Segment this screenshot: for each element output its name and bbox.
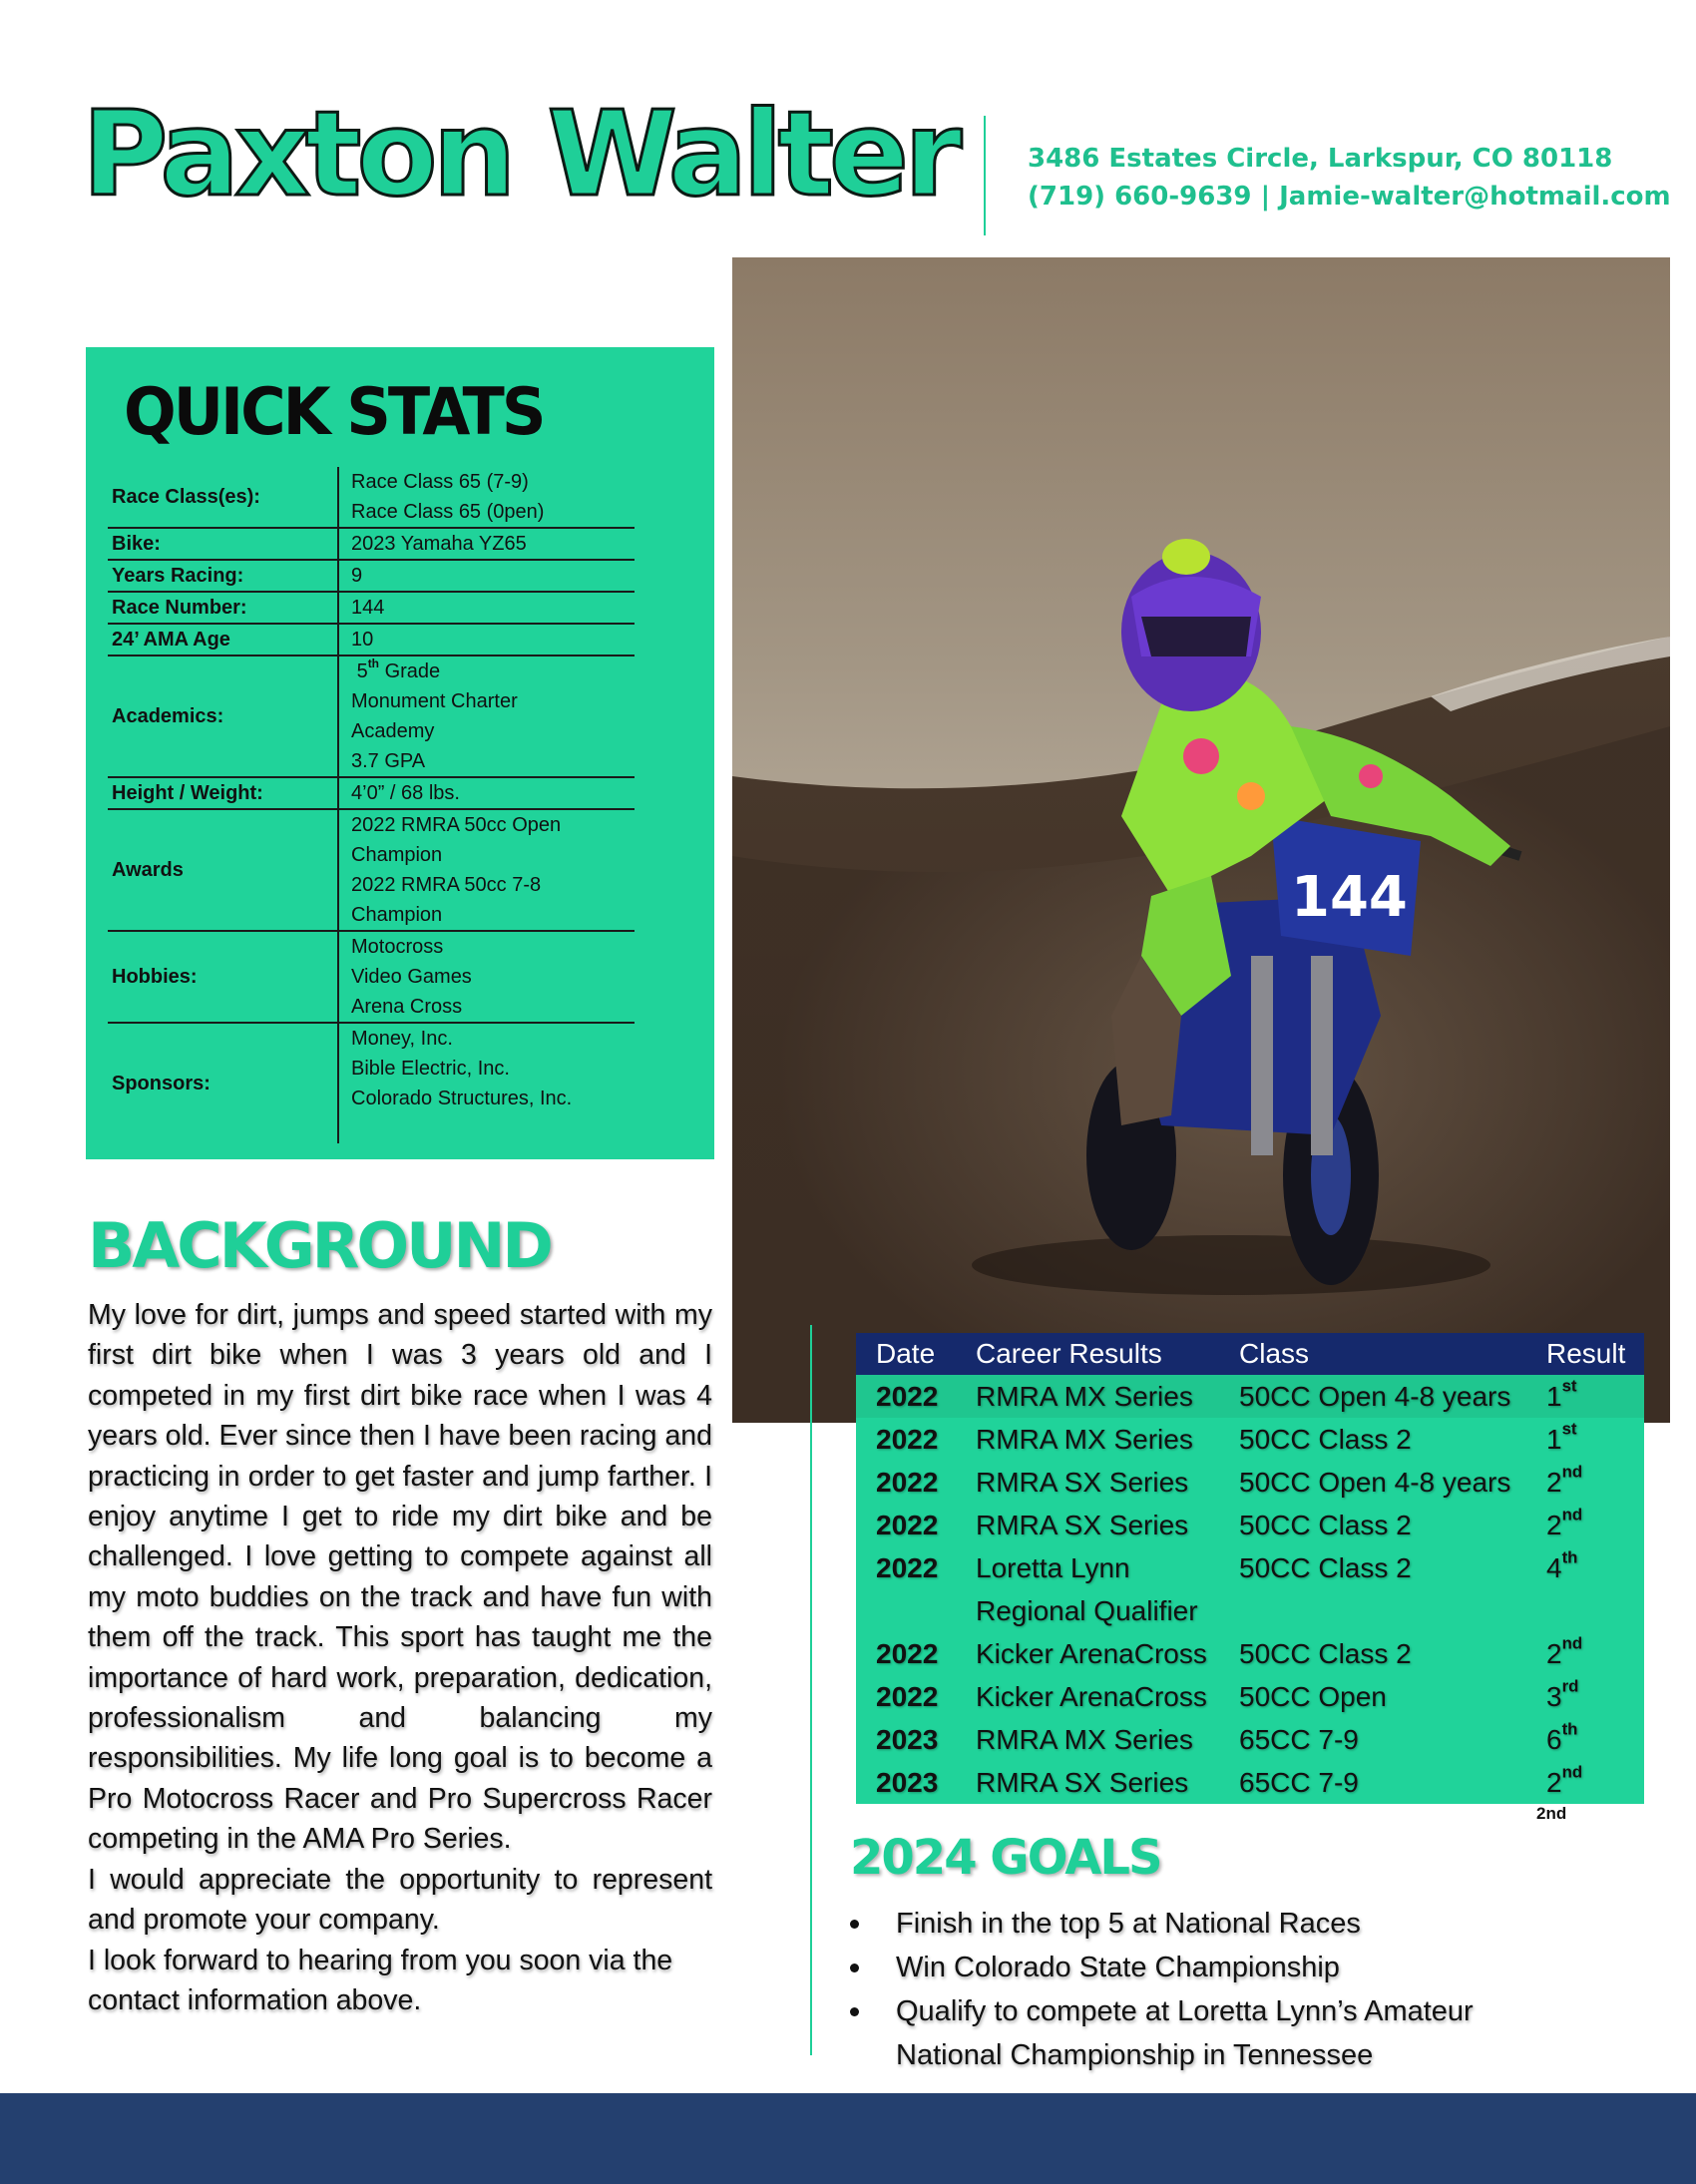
- stats-value-line: Champion: [351, 844, 443, 866]
- result-year: 2022: [876, 1552, 939, 1583]
- place-suffix: nd: [1561, 1462, 1583, 1482]
- background-text: [88, 1295, 712, 2020]
- background-paragraph: I would appreciate the opportunity to represent and promote your company.: [88, 1863, 712, 1937]
- stats-value: 10: [338, 624, 635, 655]
- stats-value: 4’0” / 68 lbs.: [338, 777, 635, 809]
- rider-photo: [732, 257, 1670, 1423]
- result-year: 2022: [876, 1467, 939, 1498]
- stats-row-ama-age: [108, 624, 635, 655]
- career-results-table: [856, 1333, 1644, 1804]
- quick-stats-table: [108, 467, 635, 1143]
- stats-value-line: Arena Cross: [351, 996, 463, 1018]
- place-number: 2: [1546, 1638, 1562, 1669]
- stats-label: Sponsors:: [112, 1072, 211, 1094]
- stats-value-line: Monument Charter: [351, 690, 518, 712]
- result-series: RMRA MX Series: [976, 1724, 1193, 1755]
- stats-value-line: Money, Inc.: [351, 1028, 453, 1050]
- stats-label: 24’ AMA Age: [112, 628, 230, 651]
- result-series: RMRA MX Series: [976, 1424, 1193, 1455]
- result-year: 2022: [876, 1381, 939, 1412]
- table-row: [856, 1375, 1644, 1418]
- place-number: 1: [1546, 1424, 1562, 1455]
- stats-row-race-number: [108, 592, 635, 624]
- quick-stats-title: QUICK STATS: [124, 373, 544, 450]
- stats-value-line-blank: [351, 1113, 635, 1143]
- place-suffix: nd: [1561, 1505, 1583, 1525]
- place-number: 6: [1546, 1724, 1562, 1755]
- contact-address: 3486 Estates Circle, Larkspur, CO 80118: [1028, 144, 1613, 174]
- place-suffix: nd: [1561, 1633, 1583, 1653]
- stats-label: Years Racing:: [112, 564, 244, 587]
- stats-row-years-racing: [108, 560, 635, 592]
- stats-value-line: 3.7 GPA: [351, 750, 426, 772]
- place-suffix: st: [1561, 1376, 1577, 1396]
- stats-row-race-class: [108, 467, 635, 528]
- place-suffix: rd: [1561, 1676, 1579, 1696]
- result-series: [956, 1546, 1219, 1632]
- result-class: 50CC Class 2: [1239, 1510, 1412, 1540]
- list-item: [850, 1902, 1648, 1946]
- results-footnote: 2nd: [1536, 1804, 1567, 1823]
- stats-value-line: Colorado Structures, Inc.: [351, 1088, 573, 1109]
- table-row: [856, 1718, 1644, 1761]
- results-header-class: Class: [1239, 1338, 1310, 1369]
- result-class: 65CC 7-9: [1239, 1767, 1359, 1798]
- table-row: [856, 1418, 1644, 1461]
- table-row: [856, 1675, 1644, 1718]
- stats-value-line: Race Class 65 (7-9): [351, 471, 529, 493]
- stats-row-height-weight: [108, 777, 635, 809]
- results-header-result: Result: [1546, 1338, 1626, 1369]
- stats-label: Academics:: [112, 704, 224, 727]
- header-divider: [984, 116, 986, 235]
- result-class: 50CC Open 4-8 years: [1239, 1467, 1511, 1498]
- place-suffix: nd: [1561, 1762, 1583, 1782]
- bike-number-plate: 144: [1291, 865, 1408, 930]
- stats-value: [338, 809, 635, 931]
- stats-value-line: Race Class 65 (0pen): [351, 501, 545, 523]
- stats-label: Race Number:: [112, 596, 247, 619]
- table-row: [856, 1504, 1644, 1546]
- column-divider: [810, 1325, 812, 2055]
- result-series: RMRA SX Series: [976, 1467, 1189, 1498]
- grade-number: 5: [356, 660, 368, 682]
- result-class: 50CC Class 2: [1239, 1424, 1412, 1455]
- goal-text: Finish in the top 5 at National Races: [896, 1908, 1361, 1940]
- result-year: 2022: [876, 1638, 939, 1669]
- result-place: [1526, 1375, 1644, 1418]
- footer-bar: [0, 2093, 1696, 2184]
- result-place: [1526, 1632, 1644, 1675]
- result-series-line: Regional Qualifier: [976, 1595, 1198, 1626]
- stats-value-line: Academy: [351, 720, 435, 742]
- result-series: RMRA SX Series: [976, 1767, 1189, 1798]
- result-series: Kicker ArenaCross: [976, 1638, 1207, 1669]
- stats-value-line: Motocross: [351, 936, 444, 958]
- result-place: [1526, 1761, 1644, 1804]
- list-item: [850, 1946, 1648, 1989]
- contact-info: [1028, 140, 1671, 216]
- result-series: RMRA MX Series: [976, 1381, 1193, 1412]
- goal-text: National Championship in Tennessee: [896, 2039, 1374, 2071]
- result-year: 2022: [876, 1510, 939, 1540]
- stats-value: 9: [338, 560, 635, 592]
- place-number: 1: [1546, 1381, 1562, 1412]
- result-place: [1526, 1418, 1644, 1461]
- place-suffix: st: [1561, 1419, 1577, 1439]
- result-year: 2022: [876, 1681, 939, 1712]
- stats-value-line: [351, 656, 635, 686]
- stats-label: Hobbies:: [112, 965, 198, 988]
- quick-stats-panel: [86, 347, 714, 1159]
- result-series-line: Loretta Lynn: [976, 1552, 1130, 1583]
- stats-value-line: Bible Electric, Inc.: [351, 1058, 510, 1080]
- result-year: 2023: [876, 1724, 939, 1755]
- contact-phone-email: (719) 660-9639 | Jamie-walter@hotmail.com: [1028, 182, 1671, 212]
- stats-row-sponsors: [108, 1023, 635, 1143]
- result-place: [1526, 1504, 1644, 1546]
- result-series: Kicker ArenaCross: [976, 1681, 1207, 1712]
- grade-text: Grade: [379, 660, 441, 682]
- result-class: 50CC Class 2: [1239, 1638, 1412, 1669]
- place-number: 2: [1546, 1767, 1562, 1798]
- table-row: [856, 1632, 1644, 1675]
- stats-value: [338, 655, 635, 777]
- background-paragraph: My love for dirt, jumps and speed started with my first dirt bike when I was 3 years old and I competed in my first dirt bike race when I was 4 years old. Ever since then I have been racing and practicing in order to get faster and jump farther. I enjoy anytime I get to ride my dirt bike and be challenged. I love getting to compete against all my moto buddies on the track and have fun with them off the track. This sport has taught me the importance of hard work, preparation, dedication, professionalism and balancing my responsibilities. My life long goal is to become a Pro Motocross Racer and Pro Supercross Racer competing in the AMA Pro Series.: [88, 1299, 712, 1856]
- results-header-date: Date: [876, 1338, 936, 1369]
- place-number: 4: [1546, 1552, 1562, 1583]
- place-number: 3: [1546, 1681, 1562, 1712]
- result-place: [1526, 1675, 1644, 1718]
- goals-list: [850, 1902, 1648, 2077]
- result-place: [1526, 1718, 1644, 1761]
- stats-value: 144: [338, 592, 635, 624]
- stats-value: 2023 Yamaha YZ65: [338, 528, 635, 560]
- stats-row-hobbies: [108, 931, 635, 1023]
- background-paragraph: I look forward to hearing from you soon via the contact information above.: [88, 1944, 673, 2016]
- place-number: 2: [1546, 1467, 1562, 1498]
- result-place: [1526, 1546, 1644, 1632]
- result-class: 50CC Open: [1239, 1681, 1387, 1712]
- result-year: 2022: [876, 1424, 939, 1455]
- stats-label: Height / Weight:: [112, 781, 263, 804]
- place-number: 2: [1546, 1510, 1562, 1540]
- stats-row-bike: [108, 528, 635, 560]
- stats-value-line: Champion: [351, 904, 443, 926]
- goals-title: 2024 GOALS: [850, 1830, 1161, 1886]
- stats-value-line: 2022 RMRA 50cc Open: [351, 814, 562, 836]
- stats-value: [338, 467, 635, 528]
- result-series: RMRA SX Series: [976, 1510, 1189, 1540]
- background-title: BACKGROUND: [88, 1209, 551, 1282]
- stats-row-academics: [108, 655, 635, 777]
- page-title-name: Paxton Walter: [82, 85, 958, 222]
- goal-text: Win Colorado State Championship: [896, 1952, 1340, 1983]
- stats-value: [338, 931, 635, 1023]
- results-header-series: Career Results: [976, 1338, 1162, 1369]
- stats-label: Bike:: [112, 532, 161, 555]
- result-place: [1526, 1461, 1644, 1504]
- table-row: [856, 1546, 1644, 1632]
- table-row: [856, 1761, 1644, 1804]
- career-results: [856, 1333, 1644, 1804]
- stats-value: [338, 1023, 635, 1143]
- results-header-row: [856, 1333, 1644, 1375]
- place-suffix: th: [1561, 1547, 1578, 1567]
- result-class: 50CC Class 2: [1239, 1552, 1412, 1583]
- result-class: 50CC Open 4-8 years: [1239, 1381, 1511, 1412]
- stats-value-line: Video Games: [351, 966, 472, 988]
- list-item: [850, 1989, 1648, 2077]
- stats-label: Awards: [112, 858, 184, 881]
- goal-text: Qualify to compete at Loretta Lynn’s Amateur: [896, 1995, 1474, 2027]
- result-class: 65CC 7-9: [1239, 1724, 1359, 1755]
- place-suffix: th: [1561, 1719, 1578, 1739]
- stats-label: Race Class(es):: [112, 485, 260, 508]
- stats-value-line: 2022 RMRA 50cc 7-8: [351, 874, 542, 896]
- result-year: 2023: [876, 1767, 939, 1798]
- grade-suffix: th: [367, 655, 380, 670]
- stats-row-awards: [108, 809, 635, 931]
- table-row: [856, 1461, 1644, 1504]
